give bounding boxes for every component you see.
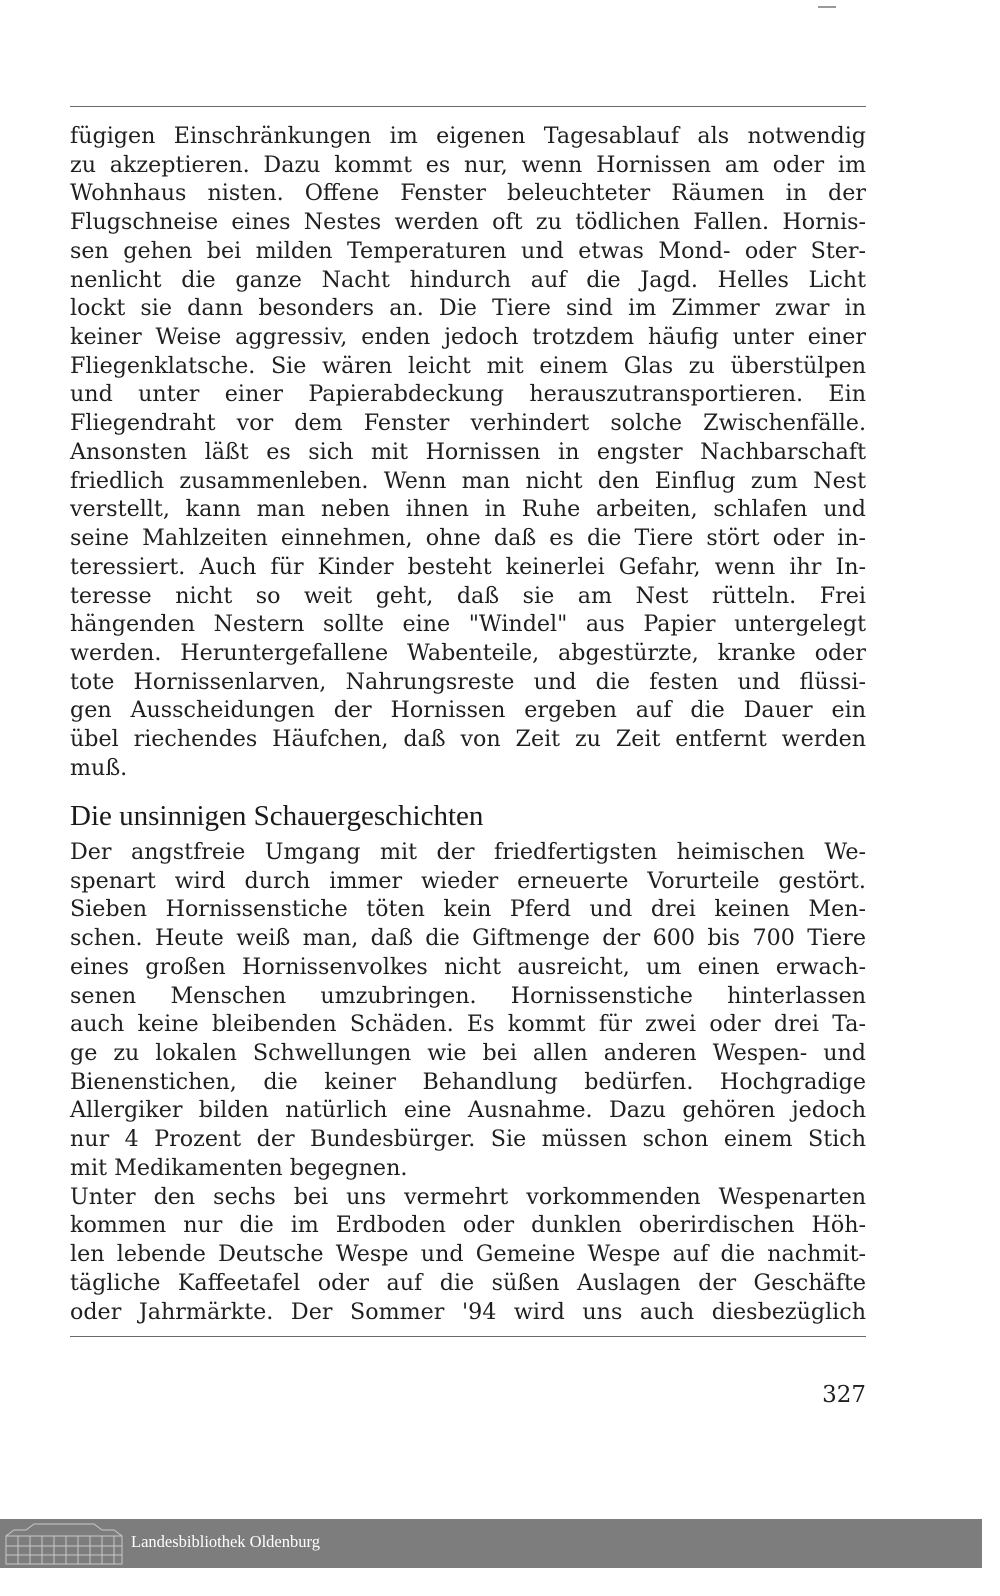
paragraph <box>70 838 866 1183</box>
text-line: fügigen Einschränkungen im eigenen Tagesablauf als notwendig <box>70 123 866 149</box>
text-line: senen Menschen umzubringen. Hornissenstiche hinterlassen <box>70 982 866 1009</box>
text-line: sen gehen bei milden Temperaturen und etwas Mond- oder Ster- <box>70 237 866 264</box>
top-rule <box>70 106 866 107</box>
text-line: zu akzeptieren. Dazu kommt es nur, wenn Hornissen am oder im <box>70 151 866 178</box>
text-line: Bienenstichen, die keiner Behandlung bedürfen. Hochgradige <box>70 1068 866 1095</box>
text-line: lockt sie dann besonders an. Die Tiere sind im Zimmer zwar in <box>70 295 866 322</box>
text-line: werden. Heruntergefallene Wabenteile, abgestürzte, kranke oder <box>70 639 866 666</box>
text-line: tote Hornissenlarven, Nahrungsreste und die festen und flüssi- <box>70 668 866 695</box>
text-line: und unter einer Papierabdeckung herauszutransportieren. Ein <box>70 381 866 408</box>
text-line: len lebende Deutsche Wespe und Gemeine Wespe auf die nachmit- <box>70 1241 866 1268</box>
text-line: gen Ausscheidungen der Hornissen ergeben auf die Dauer ein <box>70 697 866 724</box>
text-line: tägliche Kaffeetafel oder auf die süßen Auslagen der Geschäfte <box>70 1269 866 1296</box>
body-text-before-heading <box>70 122 866 783</box>
text-line: teressiert. Auch für Kinder besteht keinerlei Gefahr, wenn ihr In- <box>70 553 866 580</box>
text-line: nenlicht die ganze Nacht hindurch auf die Jagd. Helles Licht <box>70 266 866 293</box>
text-line: friedlich zusammenleben. Wenn man nicht den Einflug zum Nest <box>70 467 866 494</box>
text-line: übel riechendes Häufchen, daß von Zeit zu Zeit entfernt werden <box>70 726 866 753</box>
bottom-rule <box>70 1336 866 1337</box>
text-line: Der angstfreie Umgang mit der friedfertigsten heimischen We- <box>70 839 866 865</box>
text-line: eines großen Hornissenvolkes nicht ausreicht, um einen erwach- <box>70 953 866 980</box>
text-line: muß. <box>70 754 128 781</box>
text-line: Fliegendraht vor dem Fenster verhindert solche Zwischenfälle. <box>70 410 866 437</box>
text-line: Sieben Hornissenstiche töten kein Pferd und drei keinen Men- <box>70 896 866 923</box>
text-line: verstellt, kann man neben ihnen in Ruhe arbeiten, schlafen und <box>70 496 866 523</box>
page-number: 327 <box>822 1382 866 1408</box>
text-line: spenart wird durch immer wieder erneuerte Vorurteile gestört. <box>70 867 866 894</box>
body-text-after-heading <box>70 838 866 1326</box>
text-line: Allergiker bilden natürlich eine Ausnahme. Dazu gehören jedoch <box>70 1097 866 1124</box>
text-line: auch keine bleibenden Schäden. Es kommt für zwei oder drei Ta- <box>70 1011 866 1038</box>
library-building-icon <box>4 1522 124 1566</box>
text-line: schen. Heute weiß man, daß die Giftmenge der 600 bis 700 Tiere <box>70 925 866 952</box>
text-line: seine Mahlzeiten einnehmen, ohne daß es die Tiere stört oder in- <box>70 525 866 552</box>
text-line: hängenden Nestern sollte eine "Windel" aus Papier untergelegt <box>70 611 866 638</box>
text-line: Wohnhaus nisten. Offene Fenster beleuchteter Räumen in der <box>70 180 866 207</box>
library-name: Landesbibliothek Oldenburg <box>131 1532 320 1551</box>
text-line: ge zu lokalen Schwellungen wie bei allen anderen Wespen- und <box>70 1040 866 1067</box>
text-line: Flugschneise eines Nestes werden oft zu tödlichen Fallen. Hornis- <box>70 209 866 236</box>
text-line: teresse nicht so weit geht, daß sie am Nest rütteln. Frei <box>70 582 866 609</box>
text-line: oder Jahrmärkte. Der Sommer '94 wird uns auch diesbezüglich <box>70 1298 866 1325</box>
text-line: Ansonsten läßt es sich mit Hornissen in engster Nachbarschaft <box>70 438 866 465</box>
text-line: Fliegenklatsche. Sie wären leicht mit einem Glas zu überstülpen <box>70 352 866 379</box>
paragraph <box>70 122 866 783</box>
paragraph <box>70 1183 866 1327</box>
text-line: keiner Weise aggressiv, enden jedoch trotzdem häufig unter einer <box>70 324 866 351</box>
text-line: nur 4 Prozent der Bundesbürger. Sie müssen schon einem Stich <box>70 1126 866 1153</box>
scan-edge-mark <box>818 6 836 8</box>
text-line: mit Medikamenten begegnen. <box>70 1154 408 1181</box>
text-line: Unter den sechs bei uns vermehrt vorkommenden Wespenarten <box>70 1183 866 1210</box>
text-line: kommen nur die im Erdboden oder dunklen oberirdischen Höh- <box>70 1212 866 1239</box>
library-footer-bar <box>0 1519 982 1568</box>
section-heading: Die unsinnigen Schauergeschichten <box>70 800 484 832</box>
